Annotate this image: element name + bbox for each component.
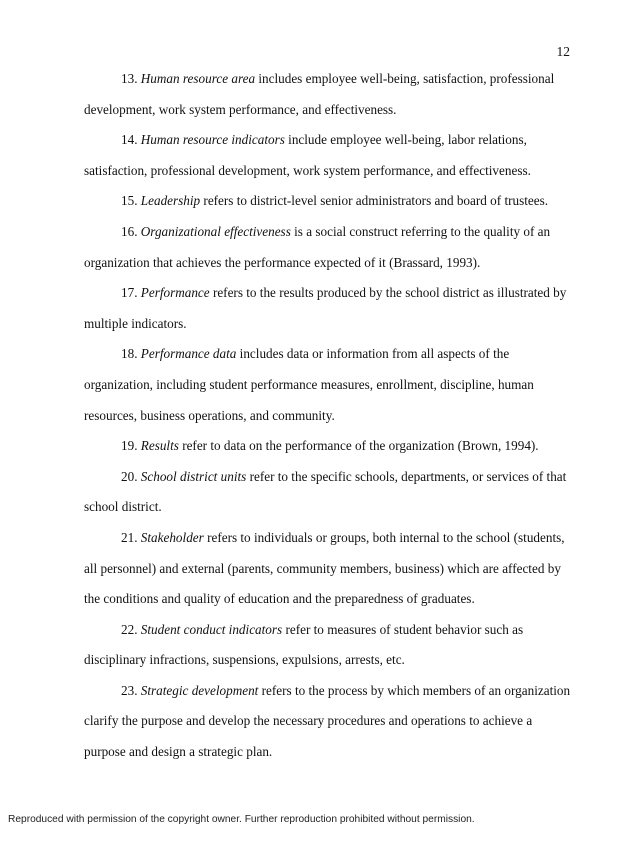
item-number: 20. (121, 468, 138, 484)
definition-item (84, 186, 574, 217)
definition-text: include employee well-being, labor relations, satisfaction, professional development, work system performance, and effectiveness. (84, 132, 531, 178)
definition-text: refers to the results produced by the school district as illustrated by multiple indicators. (84, 285, 567, 331)
item-number: 23. (121, 682, 138, 698)
definition-item (84, 523, 574, 615)
definitions-list (84, 64, 574, 768)
definition-text: refer to the specific schools, departments, or services of that school district. (84, 468, 567, 515)
defined-term: Student conduct indicators (140, 621, 283, 637)
definition-item (84, 615, 574, 676)
definition-text: includes employee well-being, satisfaction, professional development, work system performance, and effectiveness. (84, 71, 555, 117)
defined-term: Strategic development (140, 682, 259, 698)
definition-text: is a social construct referring to the quality of an organization that achieves the performance expected of it (Brassard, 1993). (84, 223, 551, 270)
item-number: 17. (121, 285, 138, 301)
item-number: 13. (121, 71, 138, 86)
defined-term: Human resource indicators (140, 132, 285, 148)
copyright-footer: Reproduced with permission of the copyright owner. Further reproduction prohibited without permission. (8, 814, 475, 825)
item-number: 16. (121, 223, 138, 239)
definition-text: refer to data on the performance of the organization (Brown, 1994). (182, 438, 539, 454)
definition-text: refer to measures of student behavior such as disciplinary infractions, suspensions, expulsions, arrests, etc. (84, 621, 524, 668)
definition-item (84, 339, 574, 431)
definition-item (84, 676, 574, 768)
definition-item (84, 431, 574, 462)
definition-text: refers to district-level senior administrators and board of trustees. (203, 193, 549, 209)
definition-text: includes data or information from all aspects of the organization, including student performance measures, enrollment, discipline, human resources, business operations, and community. (84, 346, 534, 423)
item-number: 18. (121, 346, 138, 362)
defined-term: Performance (140, 285, 210, 301)
definition-item (84, 64, 574, 125)
definition-item (84, 462, 574, 523)
item-number: 14. (121, 132, 138, 148)
definition-item (84, 125, 574, 186)
defined-term: Leadership (140, 193, 201, 209)
item-number: 19. (121, 438, 138, 454)
defined-term: Results (140, 438, 179, 454)
defined-term: Organizational effectiveness (140, 223, 291, 239)
item-number: 21. (121, 529, 138, 545)
definition-item (84, 217, 574, 278)
defined-term: Human resource area (140, 71, 256, 86)
defined-term: Performance data (140, 346, 237, 362)
defined-term: School district units (140, 468, 247, 484)
item-number: 22. (121, 621, 138, 637)
definition-text: refers to the process by which members of an organization clarify the purpose and develop the necessary procedures and operations to achieve a purpose and design a strategic plan. (84, 682, 571, 760)
defined-term: Stakeholder (140, 529, 204, 545)
definition-item (84, 278, 574, 339)
definition-text: refers to individuals or groups, both internal to the school (students, all personnel) and external (parents, community members, business) which are affected by the conditions and quality of education and the preparedness of graduates. (84, 529, 565, 607)
item-number: 15. (121, 193, 138, 209)
page-number: 12 (556, 44, 570, 59)
